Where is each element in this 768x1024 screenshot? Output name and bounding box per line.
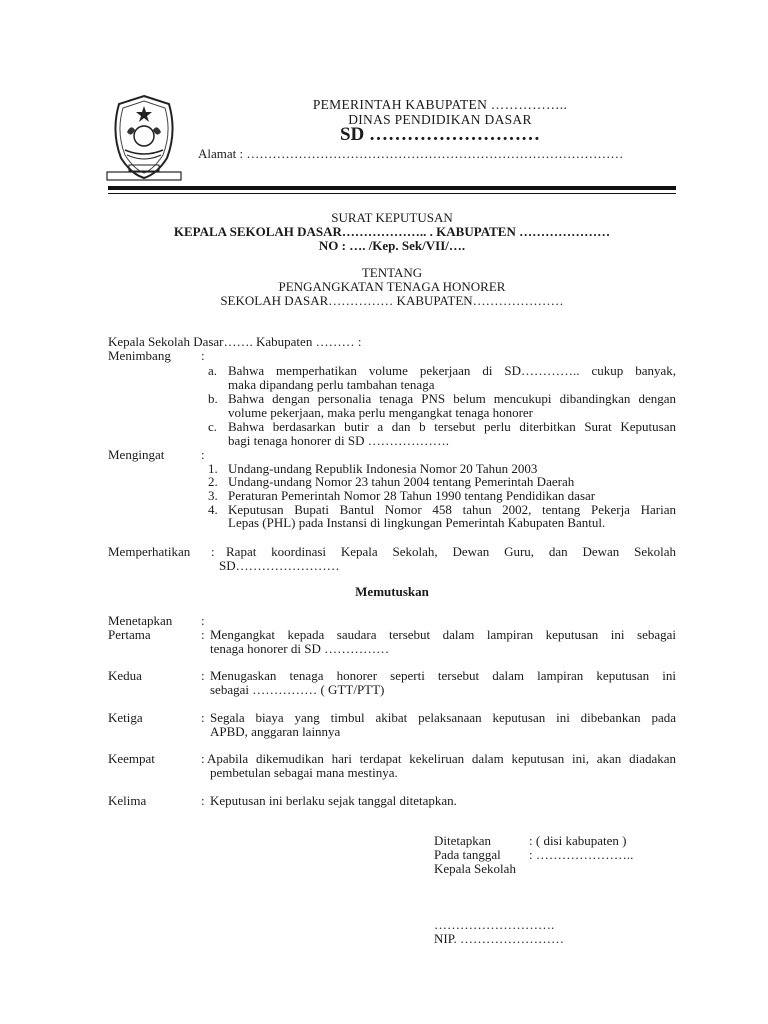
mengingat-label: Mengingat [108, 447, 165, 462]
kelima-colon: : [201, 793, 205, 808]
doc-title: SURAT KEPUTUSAN [331, 210, 453, 225]
doc-about: TENTANG [361, 265, 423, 280]
menetapkan-label: Menetapkan [108, 613, 173, 628]
ketiga-colon: : [201, 710, 205, 725]
memperhatikan-colon: : [211, 544, 215, 559]
header-government-line: PEMERINTAH KABUPATEN …………….. [312, 97, 568, 112]
menimbang-c-line2: bagi tenaga honorer di SD ………………. [228, 433, 449, 448]
kedua-line2: sebagai …………… ( GTT/PTT) [210, 682, 385, 697]
menimbang-b-line1: Bahwa dengan personalia tenaga PNS belum mencukupi dibandingkan dengan [228, 391, 676, 406]
header-department-line: DINAS PENDIDIKAN DASAR [348, 112, 532, 127]
pertama-line2: tenaga honorer di SD …………… [210, 641, 390, 656]
mengingat-3-text: Peraturan Pemerintah Nomor 28 Tahun 1990 tentang Pendidikan dasar [228, 488, 596, 503]
kedua-colon: : [201, 668, 205, 683]
mengingat-4-line1: Keputusan Bupati Bantul Nomor 458 tahun 2002, tentang Pekerja Harian [228, 502, 676, 517]
keempat-label: Keempat [108, 751, 155, 766]
doc-number: NO : …. /Kep. Sek/VII/…. [318, 238, 466, 253]
menimbang-b-num: b. [208, 391, 218, 406]
menimbang-a-num: a. [208, 363, 218, 378]
menimbang-c-line1: Bahwa berdasarkan butir a dan b tersebut perlu diterbitkan Surat Keputusan [228, 419, 676, 434]
doc-subject: PENGANGKATAN TENAGA HONORER [278, 279, 506, 294]
mengingat-4-num: 4. [208, 502, 218, 517]
header-address: Alamat : …………………………………………………………………………… [198, 146, 624, 161]
ketiga-label: Ketiga [108, 710, 143, 725]
mengingat-3-num: 3. [208, 488, 218, 503]
mengingat-1-num: 1. [208, 461, 218, 476]
menetapkan-colon: : [201, 613, 205, 628]
memperhatikan-line2: SD…………………… [219, 558, 340, 573]
menimbang-c-num: c. [208, 419, 218, 434]
mengingat-2-num: 2. [208, 474, 218, 489]
header-divider-thick [108, 186, 676, 190]
ditetapkan-value: : ( disi kabupaten ) [529, 833, 627, 848]
header-divider-thin [108, 193, 676, 194]
keempat-line1: Apabila dikemudikan hari terdapat kekeliruan dalam keputusan ini, akan diadakan [207, 751, 676, 766]
pertama-colon: : [201, 627, 205, 642]
pertama-label: Pertama [108, 627, 151, 642]
tanggal-value: : ………………….. [529, 847, 634, 862]
mengingat-colon: : [201, 447, 205, 462]
signer-title: Kepala Sekolah [434, 861, 516, 876]
mengingat-1-text: Undang-undang Republik Indonesia Nomor 20 Tahun 2003 [228, 461, 538, 476]
kedua-label: Kedua [108, 668, 142, 683]
ketiga-line1: Segala biaya yang timbul akibat pelaksanaan keputusan ini dibebankan pada [210, 710, 676, 725]
menimbang-a-line1: Bahwa memperhatikan volume pekerjaan di SD………….. cukup banyak, [228, 363, 676, 378]
tanggal-label: Pada tanggal [434, 847, 501, 862]
signer-nip: NIP. …………………… [434, 931, 565, 946]
mengingat-4-line2: Lepas (PHL) pada Instansi di lingkungan Pemerintah Kabupaten Bantul. [228, 515, 606, 530]
kelima-text: Keputusan ini berlaku sejak tanggal ditetapkan. [210, 793, 457, 808]
ditetapkan-label: Ditetapkan [434, 833, 492, 848]
ketiga-line2: APBD, anggaran lainnya [210, 724, 341, 739]
memperhatikan-line1: Rapat koordinasi Kepala Sekolah, Dewan Guru, dan Dewan Sekolah [226, 544, 676, 559]
kedua-line1: Menugaskan tenaga honorer seperti tersebut dalam lampiran keputusan ini [210, 668, 676, 683]
menimbang-label: Menimbang [108, 348, 171, 363]
kelima-label: Kelima [108, 793, 147, 808]
menimbang-b-line2: volume pekerjaan, maka perlu mengangkat tenaga honorer [228, 405, 534, 420]
menimbang-a-line2: maka dipandang perlu tambahan tenaga [228, 377, 435, 392]
signer-name-line: ………………………. [434, 917, 555, 932]
doc-subject-school: SEKOLAH DASAR…………… KABUPATEN………………… [220, 293, 564, 308]
header-school-line: SD ……………………… [339, 124, 541, 145]
pertama-line1: Mengangkat kepada saudara tersebut dalam lampiran keputusan ini sebagai [210, 627, 676, 642]
intro-line: Kepala Sekolah Dasar……. Kabupaten ……… : [108, 334, 362, 349]
memperhatikan-label: Memperhatikan [108, 544, 191, 559]
mengingat-2-text: Undang-undang Nomor 23 tahun 2004 tentang Pemerintah Daerah [228, 474, 575, 489]
regency-emblem-logo [105, 92, 183, 182]
menimbang-colon: : [201, 348, 205, 363]
memutuskan-heading: Memutuskan [355, 584, 429, 599]
doc-issuer: KEPALA SEKOLAH DASAR……………….. . KABUPATEN ………………… [173, 224, 611, 239]
keempat-colon: : [201, 751, 205, 766]
keempat-line2: pembetulan sebagai mana mestinya. [210, 765, 398, 780]
